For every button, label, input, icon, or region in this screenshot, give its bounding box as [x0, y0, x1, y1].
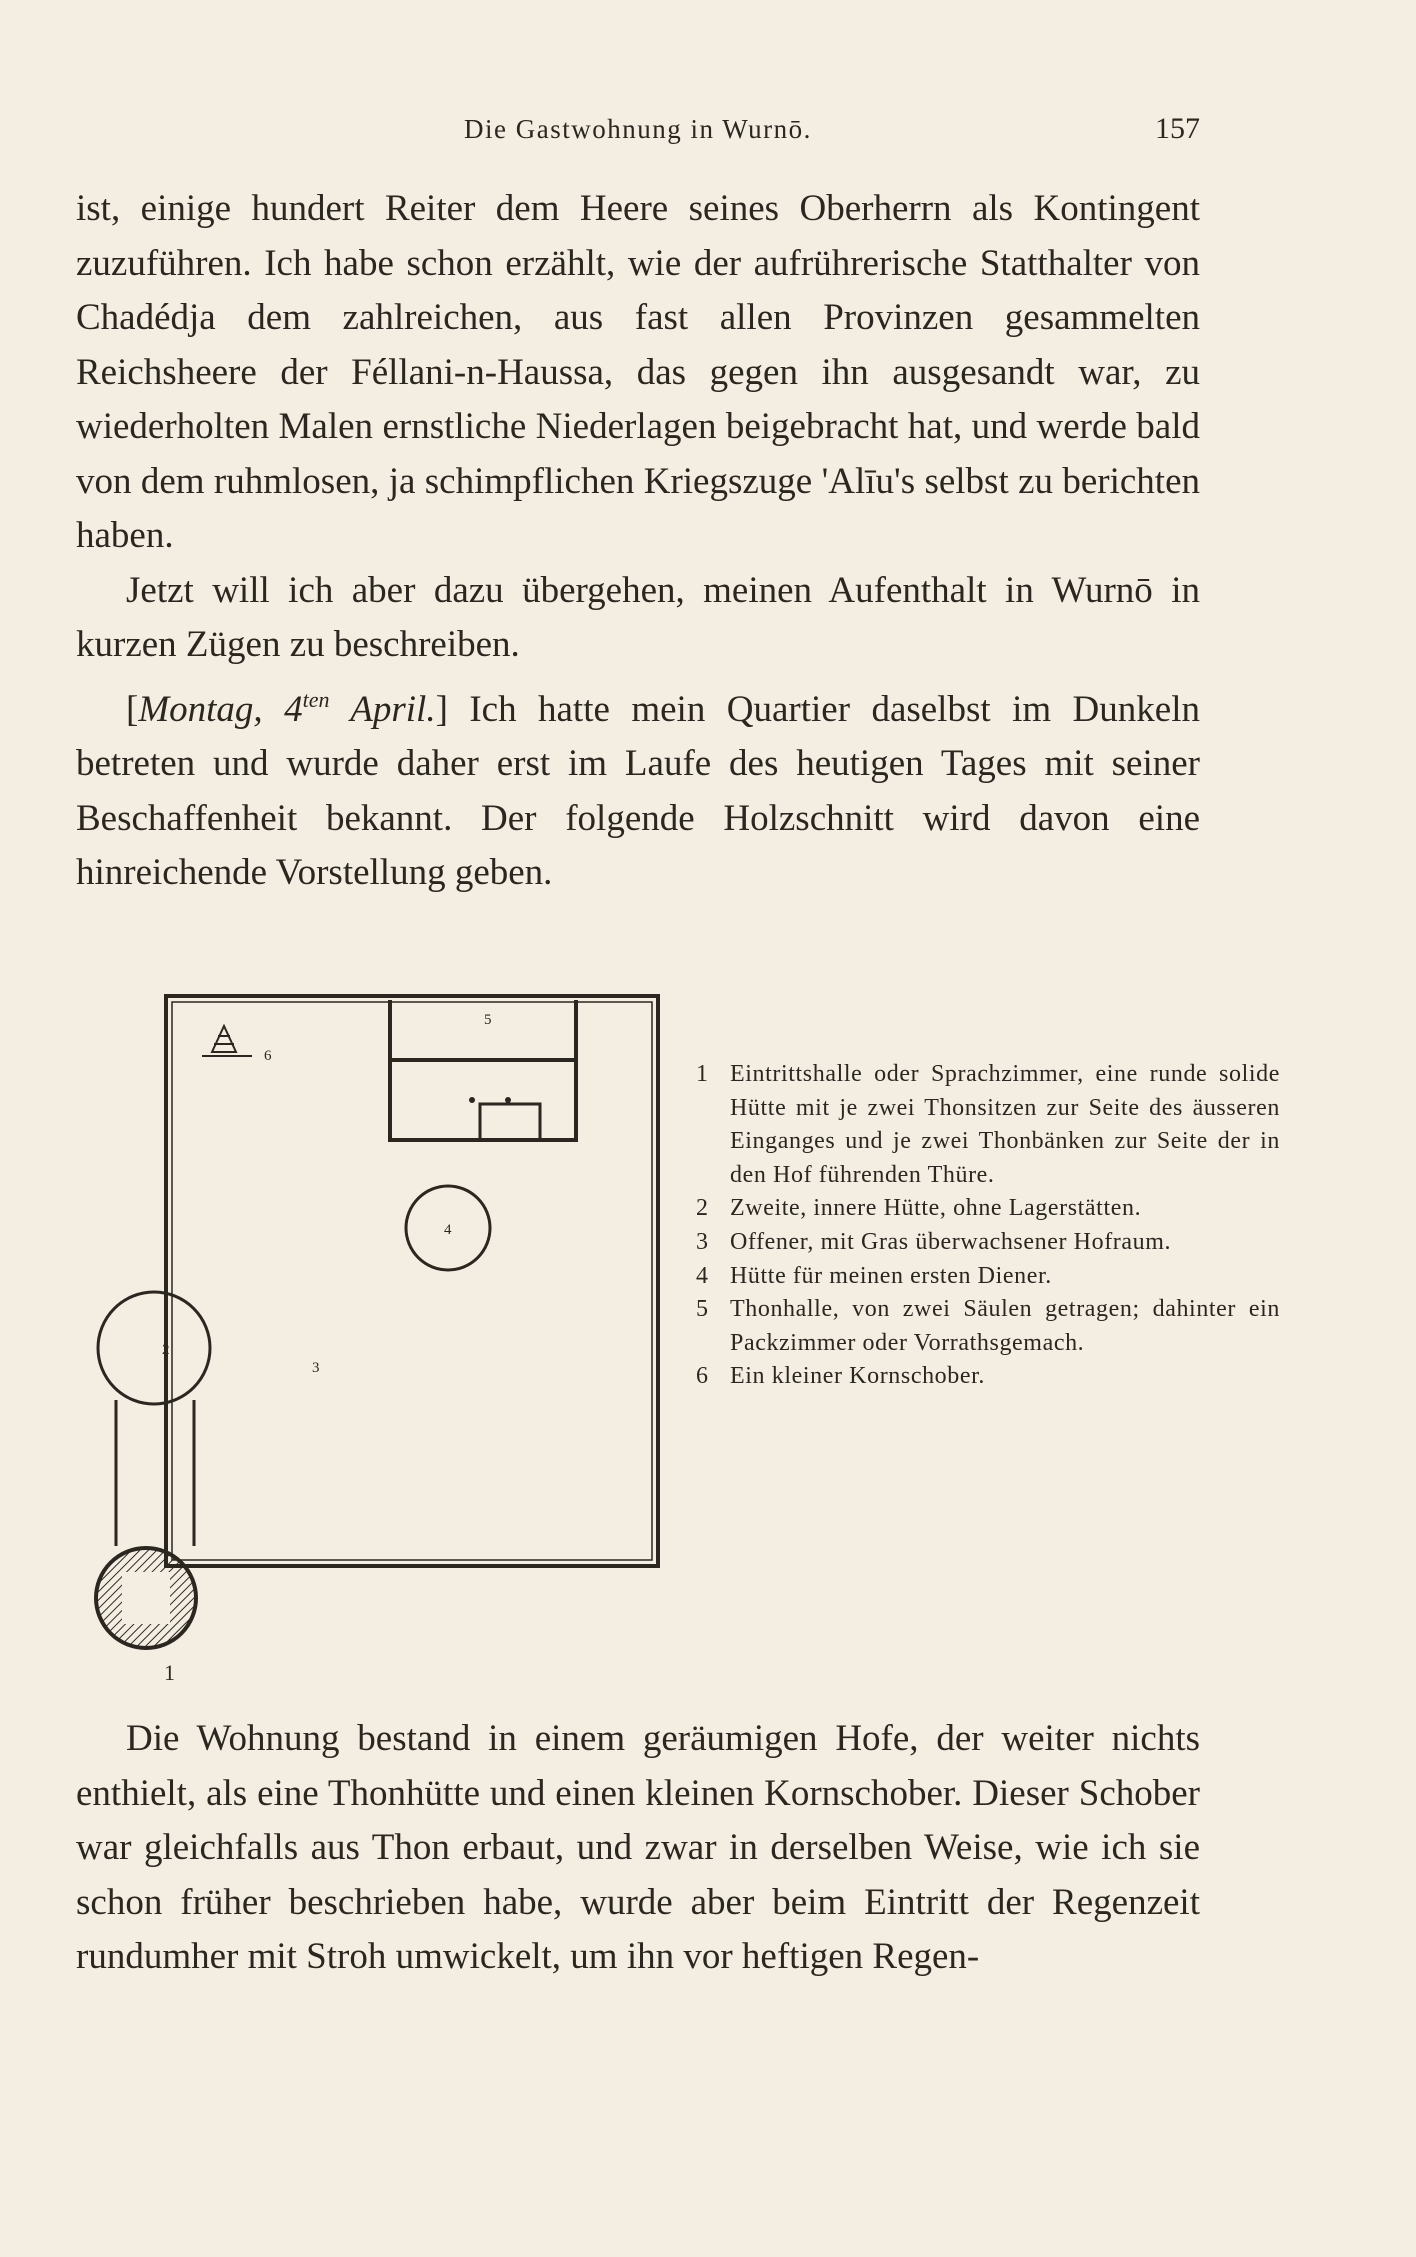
paragraph-jetzt: Jetzt will ich aber dazu übergehen, meinen Aufenthalt in Wurnō in kurzen Zügen zu beschreiben.: [76, 569, 1200, 665]
legend-number: 3: [696, 1228, 709, 1255]
legend-text: Hütte für meinen ersten Diener.: [730, 1262, 1052, 1289]
date-day: Montag,: [138, 688, 285, 730]
paragraph-wohnung: Die Wohnung bestand in einem geräumigen Hofe, der weiter nichts enthielt, als eine Thonhütte und einen kleinen Kornschober. Dieser Schober war gleichfalls aus Thon erbaut, und zwar in derselben Weise, wie ich sie schon früher beschrieben habe, wurde aber beim Eintritt der Regenzeit rundumher mit Stroh umwickelt, um ihn vor heftigen Regen-: [76, 1718, 1200, 1977]
paragraph-continued: ist, einige hundert Reiter dem Heere seines Oberherrn als Kontingent zuzuführen. Ich habe schon erzählt, wie der aufrührerische Statthalter von Chadédja dem zahlreichen, aus fast allen Provinzen gesammelten Reichsheere der Féllani-n-Haussa, das gegen ihn ausgesandt war, zu wiederholten Malen ernstliche Niederlagen beigebracht hat, und werde bald von dem ruhmlosen, ja schimpflichen Kriegszuge 'Alīu's selbst zu berichten haben.: [76, 188, 1200, 556]
dated-paragraph-text: Ich hatte mein Quartier daselbst im Dunkeln betreten und wurde daher erst im Laufe des heutigen Tages mit seiner Beschaffenheit bekannt. Der folgende Holzschnitt wird davon eine hinreichende Vorstellung geben.: [76, 688, 1200, 893]
legend-item: [690, 1192, 1280, 1226]
date-number: 4: [284, 688, 303, 730]
running-head: Die Gastwohnung in Wurnō.: [464, 114, 812, 144]
thonhalle-5: [390, 1000, 576, 1140]
page-header: [76, 108, 1200, 152]
hut-2: [98, 1292, 210, 1404]
paragraph-dated: [76, 673, 1200, 901]
text-block-bottom: [76, 1712, 1200, 1985]
courtyard-wall: [166, 996, 658, 1566]
floor-plan-diagram: [76, 960, 676, 1680]
text-block-top: [76, 182, 1200, 901]
legend-item: [690, 1226, 1280, 1260]
legend-item: [690, 1293, 1280, 1360]
woodcut-figure: [76, 960, 1280, 1685]
legend-text: Offener, mit Gras überwachsener Hofraum.: [730, 1228, 1172, 1255]
plan-label-4: 4: [444, 1222, 452, 1238]
plan-label-1: 1: [164, 1660, 175, 1685]
date-bracket-close: ]: [435, 688, 448, 730]
date-month: April.: [329, 688, 436, 730]
legend-number: 5: [696, 1296, 709, 1323]
kornschober-6: [202, 1026, 252, 1056]
legend-number: 6: [696, 1363, 709, 1390]
plan-label-5: 5: [484, 1012, 492, 1028]
legend-text: Thonhalle, von zwei Säulen getragen; dahinter ein Packzimmer oder Vorrathsgemach.: [730, 1296, 1280, 1356]
legend-text: Ein kleiner Kornschober.: [730, 1363, 985, 1390]
page-number: 157: [1155, 112, 1200, 145]
legend-item: [690, 1058, 1280, 1192]
legend-number: 4: [696, 1262, 709, 1289]
plan-label-2: 2: [162, 1342, 170, 1358]
date-superscript: ten: [302, 686, 330, 712]
legend-number: 1: [696, 1061, 709, 1087]
plan-label-3: 3: [312, 1360, 320, 1376]
legend-text: Zweite, innere Hütte, ohne Lagerstätten.: [730, 1195, 1142, 1222]
figure-legend: [690, 1058, 1280, 1394]
legend-text: Eintrittshalle oder Sprachzimmer, eine runde solide Hütte mit je zwei Thonsitzen zur Seite des äusseren Einganges und je zwei Thonbänken zur Seite der in den Hof führenden Thüre.: [730, 1061, 1280, 1188]
legend-number: 2: [696, 1195, 709, 1222]
legend-item: [690, 1360, 1280, 1394]
date-bracket-open: [: [126, 688, 139, 730]
plan-label-6: 6: [264, 1048, 272, 1064]
legend-item: [690, 1260, 1280, 1294]
